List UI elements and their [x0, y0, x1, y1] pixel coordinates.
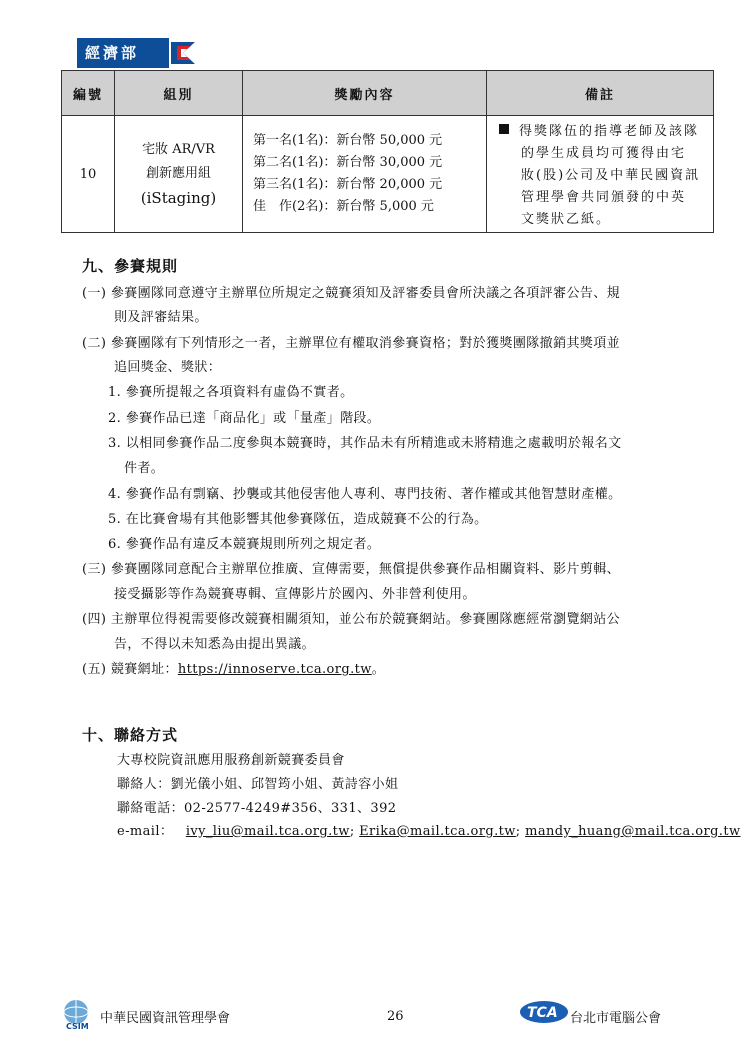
square-bullet-icon: [499, 124, 509, 134]
award-line: 第一名(1名)：新台幣 50,000 元: [253, 133, 443, 148]
contact-email-line: e-mail： ivy_liu@mail.tca.org.tw; Erika@mail.tca.org.tw; mandy_huang@mail.tca.org.tw: [117, 824, 741, 839]
rule-line: 件者。: [124, 461, 165, 476]
row-note: [487, 116, 714, 233]
row-award: [243, 116, 487, 233]
col-header-number: 編號: [62, 71, 115, 116]
page-number: 26: [387, 1009, 404, 1024]
award-line: 佳 作(2名)：新台幣 5,000 元: [253, 199, 434, 214]
footer-right-org: 台北市電腦公會: [570, 1011, 662, 1026]
contact-phone: 聯絡電話：02-2577-4249#356、331、392: [117, 801, 397, 816]
note-line: 的學生成員均可獲得由宅: [521, 146, 687, 161]
website-suffix: 。: [371, 662, 386, 677]
rule-line: 5. 在比賽會場有其他影響其他參賽隊伍，造成競賽不公的行為。: [108, 512, 488, 527]
tca-logo-text: TCA: [527, 1005, 558, 1021]
rule-line: 告，不得以未知悉為由提出異議。: [114, 637, 316, 652]
email-link[interactable]: ivy_liu@mail.tca.org.tw: [185, 824, 350, 839]
ministry-logo-emblem-icon: [169, 38, 197, 68]
rule-line: 3. 以相同參賽作品二度參與本競賽時，其作品未有所精進或未將精進之處載明於報名文: [108, 436, 622, 451]
contact-org: 大專校院資訊應用服務創新競賽委員會: [117, 753, 345, 768]
footer-left-org: 中華民國資訊管理學會: [100, 1011, 231, 1026]
group-line-3: (iStaging): [140, 189, 217, 207]
csim-logo-text: CSIM: [66, 1022, 89, 1031]
rule-line: 則及評審結果。: [114, 310, 208, 325]
rule-line: 追回獎金、獎狀：: [114, 360, 222, 375]
award-line: 第二名(1名)：新台幣 30,000 元: [253, 155, 443, 170]
note-line: 管理學會共同頒發的中英: [521, 190, 687, 205]
website-prefix: (五) 競賽網址：: [82, 662, 178, 677]
col-header-note: 備註: [487, 71, 714, 116]
rule-line: (二) 參賽團隊有下列情形之一者，主辦單位有權取消參賽資格；對於獲獎團隊撤銷其獎項並: [82, 336, 621, 351]
prize-table: [61, 70, 714, 233]
rule-line: 1. 參賽所提報之各項資料有虛偽不實者。: [108, 385, 354, 400]
rule-line: 6. 參賽作品有違反本競賽規則所列之規定者。: [108, 537, 381, 552]
contact-persons: 聯絡人：劉光儀小姐、邱智筠小姐、黃詩容小姐: [117, 777, 399, 792]
rule-line: 4. 參賽作品有剽竊、抄襲或其他侵害他人專利、專門技術、著作權或其他智慧財產權。: [108, 487, 622, 502]
note-text: 得獎隊伍的指導老師及該隊: [519, 124, 700, 139]
email-link[interactable]: mandy_huang@mail.tca.org.tw: [525, 824, 741, 839]
note-line: 文獎狀乙紙。: [521, 212, 612, 227]
table-header-row: [62, 71, 714, 116]
col-header-award: 獎勵內容: [243, 71, 487, 116]
row-number: 10: [62, 116, 115, 233]
website-line: [82, 658, 385, 677]
section10-title: 十、聯絡方式: [82, 726, 179, 744]
rule-line: 2. 參賽作品已達「商品化」或「量產」階段。: [108, 411, 381, 426]
footer-right: [520, 1000, 662, 1028]
csim-globe-icon: [60, 998, 96, 1032]
footer-left: [60, 998, 231, 1032]
rule-line: (一) 參賽團隊同意遵守主辦單位所規定之競賽須知及評審委員會所決議之各項評審公告、規: [82, 286, 621, 301]
table-row: [62, 116, 714, 233]
group-line-1: 宅妝 AR/VR: [142, 142, 215, 157]
group-line-2: 創新應用組: [145, 166, 211, 181]
note-line: 妝(股)公司及中華民國資訊: [521, 168, 701, 183]
row-group: [115, 116, 243, 233]
award-line: 第三名(1名)：新台幣 20,000 元: [253, 177, 443, 192]
rule-line: (四) 主辦單位得視需要修改競賽相關須知，並公布於競賽網站。參賽團隊應經常瀏覽網站公: [82, 612, 621, 627]
email-label: e-mail：: [117, 824, 174, 839]
note-line: [499, 121, 705, 143]
rule-line: (三) 參賽團隊同意配合主辦單位推廣、宣傳需要，無償提供參賽作品相關資料、影片剪輯、: [82, 562, 621, 577]
website-link[interactable]: https://innoserve.tca.org.tw: [177, 662, 372, 677]
email-link[interactable]: Erika@mail.tca.org.tw: [359, 824, 516, 839]
ministry-logo-text: 經濟部: [77, 38, 172, 68]
ministry-logo: [77, 38, 197, 68]
section9-title: 九、參賽規則: [82, 257, 179, 275]
tca-logo-icon: [520, 1000, 568, 1024]
col-header-group: 組別: [115, 71, 243, 116]
rule-line: 接受攝影等作為競賽專輯、宣傳影片於國內、外非營利使用。: [114, 587, 476, 602]
